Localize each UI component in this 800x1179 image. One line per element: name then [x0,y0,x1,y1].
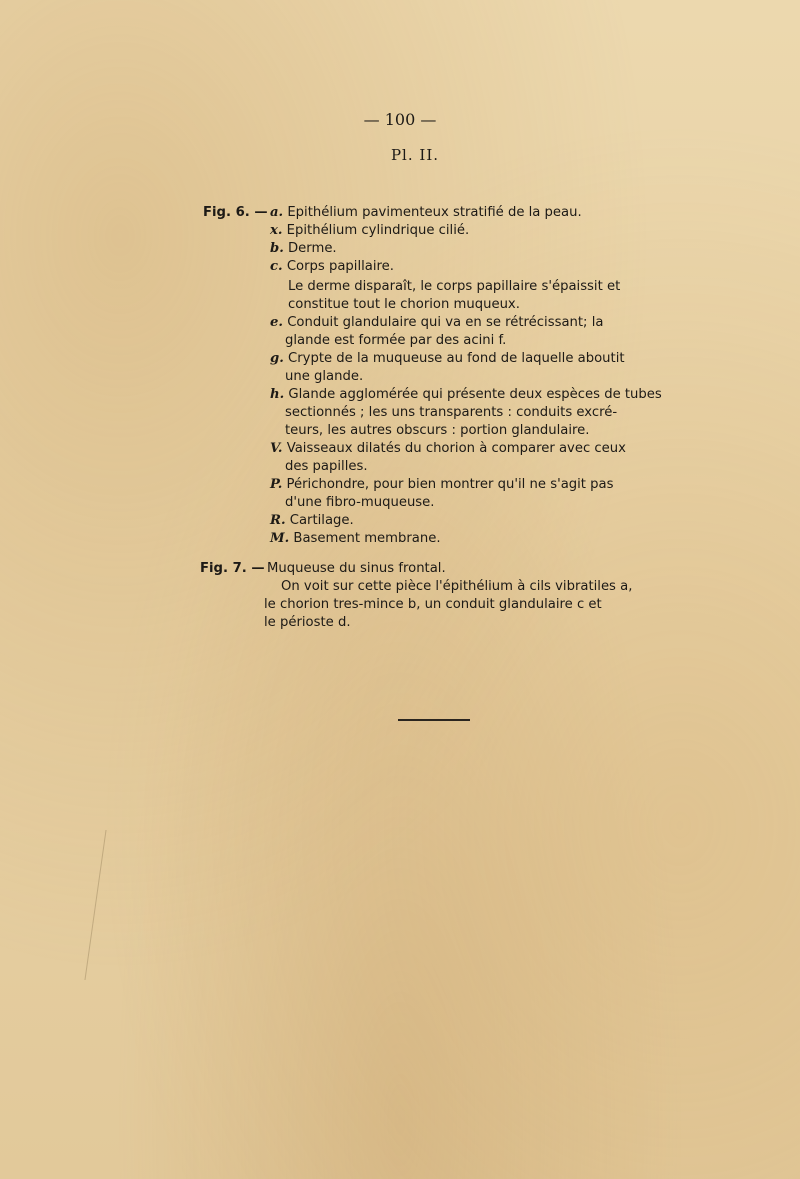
fig6-label: Fig. 6. — [203,205,268,220]
fig7-title: Muqueuse du sinus frontal. [267,561,446,576]
fig6-line-12: teurs, les autres obscurs : portion glandulaire. [285,423,590,438]
fig7-line-1: le chorion tres-mince b, un conduit glandulaire c et [264,597,602,612]
fig6-line-7: glande est formée par des acini f. [285,333,507,348]
fig6-line-3: c. Corps papillaire. [270,259,394,274]
fig6-line-13: V. Vaisseaux dilatés du chorion à comparer avec ceux [270,441,626,456]
fig6-line-16: d'une fibro-muqueuse. [285,495,435,510]
fig6-line-8: g. Crypte de la muqueuse au fond de laquelle aboutit [270,351,625,366]
fig6-line-18: M. Basement membrane. [270,531,441,546]
fig6-line-9: une glande. [285,369,364,384]
fig6-line-11: sectionnés ; les uns transparents : conduits excré- [285,405,618,420]
fig6-line-6: e. Conduit glandulaire qui va en se rétrécissant; la [270,315,604,330]
fig6-line-5: constitue tout le chorion muqueux. [288,297,520,312]
fig7-line-0: On voit sur cette pièce l'épithélium à cils vibratiles a, [281,579,633,594]
fig6-line-17: R. Cartilage. [270,513,354,528]
fig6-line-2: b. Derme. [270,241,337,256]
fig6-line-14: des papilles. [285,459,368,474]
page-number: — 100 — [363,110,437,129]
fig7-label: Fig. 7. — [200,561,265,576]
fig7-line-2: le périoste d. [264,615,351,630]
fig6-line-0: a. Epithélium pavimenteux stratifié de la peau. [270,205,582,220]
end-rule [398,719,470,721]
fig6-line-1: x. Epithélium cylindrique cilié. [270,223,470,238]
plate-title: Pl. II. [390,146,440,164]
fig6-line-4: Le derme disparaît, le corps papillaire s'épaissit et [288,279,621,294]
fig6-line-15: P. Périchondre, pour bien montrer qu'il ne s'agit pas [270,477,614,492]
page-stain [0,830,107,980]
fig6-line-10: h. Glande agglomérée qui présente deux espèces de tubes [270,387,662,402]
